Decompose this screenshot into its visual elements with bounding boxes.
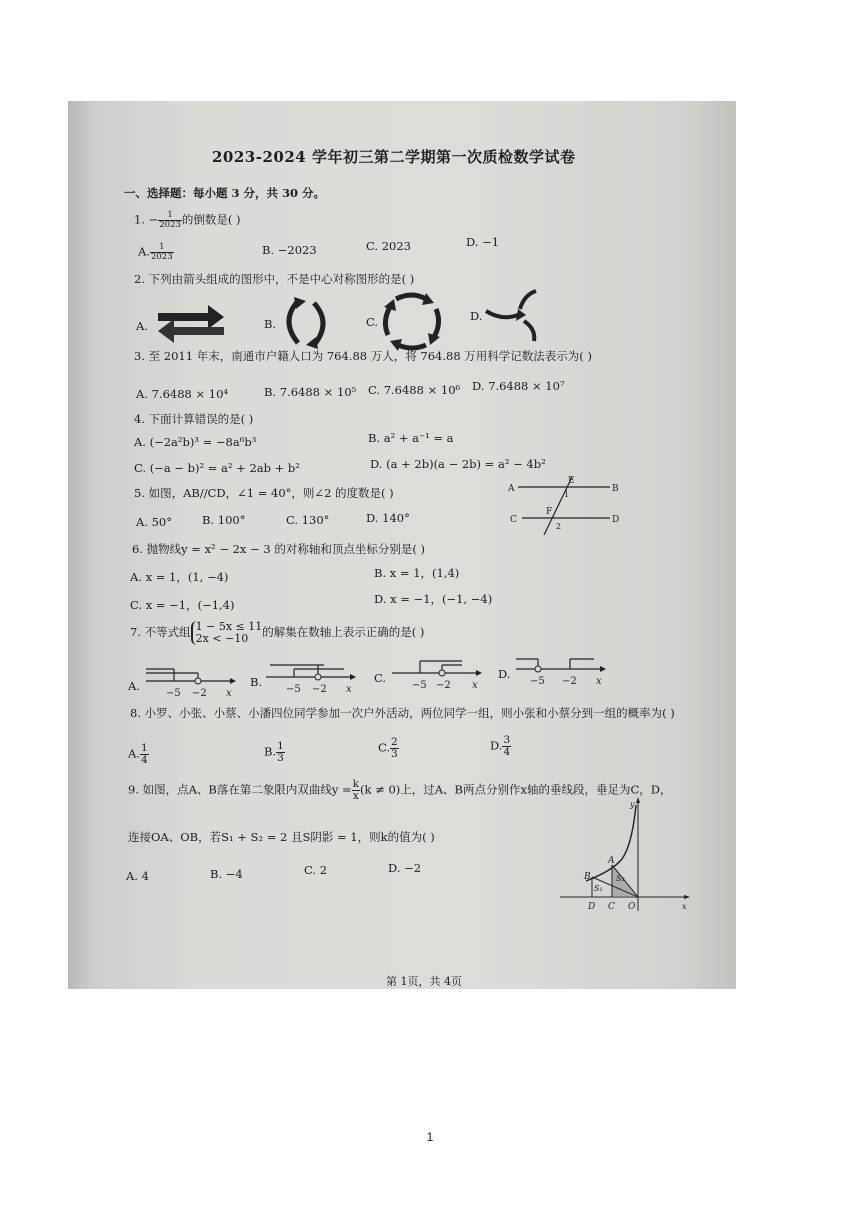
q1-option-a: A. $\frac{1}{2023}$ (138, 242, 173, 262)
photo-page-footer: 第 1页，共 4页 (386, 975, 462, 988)
question-7-stem: 7. 不等式组 1 − 5x ≤ 11 2x < −10 的解集在数轴上表示正确的是( ) (130, 620, 425, 645)
q9-option-c: C. 2 (304, 863, 328, 877)
q2-option-b-label: B. (264, 317, 277, 331)
q1-fraction: $\frac{1}{2023}$ (159, 210, 181, 230)
q2-option-d-label: D. (470, 309, 483, 323)
question-3-stem: 3. 至 2011 年末，南通市户籍人口为 764.88 万人，将 764.88 万用科学记数法表示为( ) (134, 349, 592, 363)
q5-option-a: A. 50° (136, 515, 172, 529)
q5-label-e: E (568, 476, 575, 486)
question-2-stem: 2. 下列由箭头组成的图形中，不是中心对称图形的是( ) (134, 272, 415, 286)
q2-figure-d-three-arrows (484, 287, 542, 345)
q3-option-a: A. 7.6488 × 10⁴ (136, 387, 229, 401)
q7-inequality-system: 1 − 5x ≤ 11 2x < −10 (191, 621, 263, 645)
q3-option-c: C. 7.6488 × 10⁶ (368, 383, 461, 397)
question-9-stem: 9. 如图，点A、B落在第二象限内双曲线y = $\frac{k}{x}$ (k ≠ 0)上，过A、B两点分别作x轴的垂线段，垂足为C，D， (128, 778, 672, 802)
q8-option-d: D. $\frac{3}{4}$ (490, 734, 511, 758)
axis-label-x: x (346, 684, 352, 695)
question-8-stem: 8. 小罗、小张、小蔡、小潘四位同学参加一次户外活动，两位同学一组，则小张和小蔡分到一组的概率为( ) (130, 706, 675, 720)
tick-label-minus2: −2 (312, 684, 327, 695)
q8-option-b: B. $\frac{1}{3}$ (264, 740, 284, 764)
q6-option-b: B. x = 1，(1,4) (374, 566, 460, 580)
q5-label-f: F (546, 507, 553, 517)
question-4-stem: 4. 下面计算错误的是( ) (134, 412, 254, 426)
q9-label-s2: S₂ (616, 874, 625, 883)
q9-label-x: x (682, 902, 687, 911)
q9-label-s1: S₁ (594, 884, 603, 893)
q4-option-b: B. a² + a⁻¹ = a (368, 431, 454, 445)
question-5-stem: 5. 如图，AB//CD，∠1 = 40°，则∠2 的度数是( ) (134, 486, 394, 500)
q5-label-b: B (612, 484, 619, 494)
q1-option-b: B. −2023 (262, 243, 317, 257)
q4-option-c: C. (−a − b)² = a² + 2ab + b² (134, 461, 300, 475)
q9-option-b: B. −4 (210, 867, 243, 881)
q8-option-c: C. $\frac{2}{3}$ (378, 736, 398, 760)
q3-option-d: D. 7.6488 × 10⁷ (472, 379, 565, 393)
q8-option-a: A. $\frac{1}{4}$ (128, 742, 148, 766)
q3-option-b: B. 7.6488 × 10⁵ (264, 385, 357, 399)
q9-label-o: O (628, 902, 636, 912)
q6-option-a: A. x = 1，(1, −4) (130, 570, 229, 584)
q5-angle-1: 1 (564, 490, 570, 499)
question-1-stem (134, 211, 241, 230)
q7-number-line-a (144, 661, 240, 701)
q9-label-b: B (584, 872, 591, 882)
q2-option-c-label: C. (366, 315, 379, 329)
tick-label-minus5: −5 (412, 680, 427, 691)
tick-label-minus2: −2 (562, 676, 577, 687)
q9-label-y: y (630, 800, 635, 809)
q5-angle-2: 2 (556, 522, 562, 531)
q6-option-c: C. x = −1，(−1,4) (130, 598, 235, 612)
q2-figure-a-double-arrows (156, 299, 226, 347)
tick-label-minus2: −2 (192, 688, 207, 699)
axis-label-x: x (472, 680, 478, 691)
tick-label-minus5: −5 (166, 688, 181, 699)
q2-figure-c-four-arrows (382, 291, 442, 351)
q9-option-a: A. 4 (126, 869, 149, 883)
tick-label-minus5: −5 (286, 684, 301, 695)
q9-label-a: A (608, 856, 615, 866)
question-9-stem-line2: 连接OA、OB，若S₁ + S₂ = 2 且S阴影 = 1，则k的值为( ) (128, 830, 435, 844)
exam-title: 2023-2024 学年初三第二学期第一次质检数学试卷 (212, 148, 576, 166)
q2-option-a-label: A. (136, 319, 148, 333)
q9-label-c: C (608, 902, 615, 912)
section-heading: 一、选择题：每小题 3 分，共 30 分。 (124, 186, 326, 200)
q5-label-d: D (612, 515, 620, 525)
q1-option-c: C. 2023 (366, 239, 411, 253)
q5-label-a: A (508, 484, 515, 494)
q1-suffix: 的倒数是( ) (181, 212, 241, 227)
q9-option-d: D. −2 (388, 861, 422, 875)
q5-option-d: D. 140° (366, 511, 410, 525)
q2-figure-b-curved-arrows (276, 295, 336, 351)
q6-option-d: D. x = −1，(−1, −4) (374, 592, 493, 606)
q4-option-a: A. (−2a²b)³ = −8a⁶b³ (134, 435, 257, 449)
q9-hyperbola-figure (556, 797, 692, 917)
q5-option-c: C. 130° (286, 513, 330, 527)
q4-option-d: D. (a + 2b)(a − 2b) = a² − 4b² (370, 457, 546, 471)
exam-photo (68, 101, 736, 989)
axis-label-x: x (226, 688, 232, 699)
q7-option-c-label: C. (374, 671, 387, 685)
tick-label-minus5: −5 (530, 676, 545, 687)
tick-label-minus2: −2 (436, 680, 451, 691)
question-6-stem: 6. 抛物线y = x² − 2x − 3 的对称轴和顶点坐标分别是( ) (132, 542, 425, 556)
q7-option-d-label: D. (498, 667, 511, 681)
page-number: 1 (426, 1130, 434, 1144)
q7-option-a-label: A. (128, 679, 140, 693)
q1-option-d: D. −1 (466, 235, 500, 249)
q7-number-line-b (264, 657, 360, 697)
q9-label-d: D (588, 902, 596, 912)
q7-number-line-d (514, 649, 610, 689)
q7-number-line-c (390, 653, 486, 693)
q5-parallel-lines-figure (506, 473, 620, 539)
q5-label-c: C (510, 515, 517, 525)
q1-prefix: 1. − (134, 212, 159, 227)
q7-option-b-label: B. (250, 675, 263, 689)
axis-label-x: x (596, 676, 602, 687)
q5-option-b: B. 100° (202, 513, 246, 527)
